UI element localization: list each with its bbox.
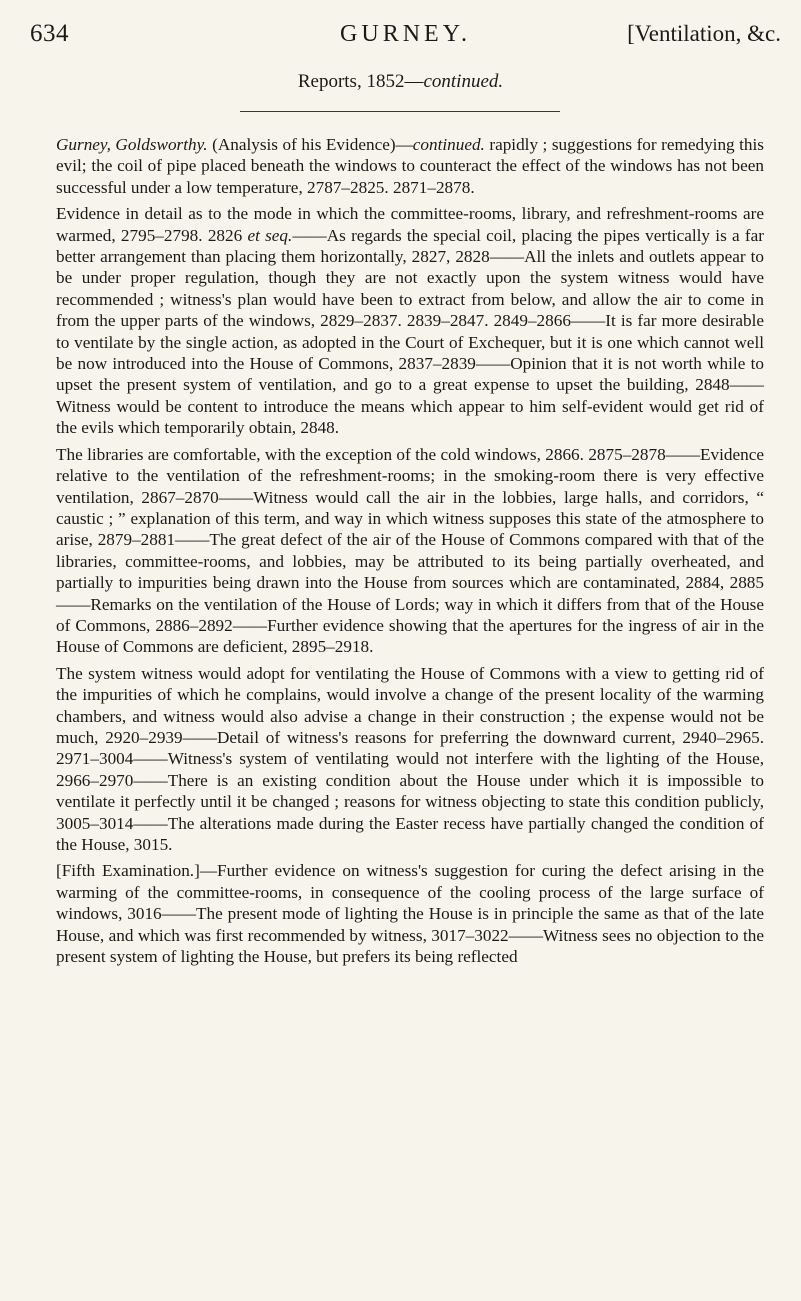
paragraph-2 — [56, 203, 764, 438]
header-rule — [240, 111, 560, 112]
paragraph-3 — [56, 444, 764, 658]
paragraph-5 — [56, 860, 764, 967]
page-number: 634 — [30, 20, 69, 47]
paragraph-2-text: Evidence in detail as to the mode in which the committee-rooms, library, and refreshment-rooms are warmed, 2795–2798. 2826 — [56, 204, 764, 245]
continued-label: continued. — [412, 135, 485, 154]
paragraph-1-text: rapidly ; suggestions for remedying this evil; the coil of pipe placed beneath the windows to counteract the effect of the windows has not been successful under a low temperature, 2787–2825. 2871–2878. — [56, 135, 764, 197]
section-title: [Ventilation, &c. — [627, 21, 781, 46]
analysis-heading: (Analysis of his Evidence)— — [207, 135, 413, 154]
paragraph-4 — [56, 663, 764, 856]
paragraph-5-text: [Fifth Examination.]—Further evidence on witness's suggestion for curing the defect arising in the warming of the committee-rooms, in consequence of the cooling process of the large surface of windows, 3016——The present mode of lighting the House is in principle the same as that of the late House, and which was first recommended by witness, 3017–3022——Witness sees no objection to the present system of lighting the House, but prefers its being reflected — [56, 861, 764, 967]
subheading-prefix: Reports, 1852— — [297, 71, 424, 92]
paragraph-2-text-cont: ——As regards the special coil, placing the pipes vertically is a far better arrangement than placing them horizontally, 2827, 2828——All the inlets and outlets appear to be under proper regulation, though they are not exactly upon the system witness would have recommended ; witness's plan would have been to extract from below, and allow the air to come in from the upper parts of the windows, 2829–2837. 2839–2847. 2849–2866——It is far more desirable to ventilate by the single action, as adopted in the Court of Exchequer, but it is one which cannot well be now introduced into the House of Commons, 2837–2839——Opinion that it is not worth while to upset the present system of ventilation, and go to a great expense to upset the building, 2848——Witness would be content to introduce the means which appear to him self-evident would get rid of the evils which temporarily obtain, 2848. — [56, 225, 764, 438]
body-text — [56, 134, 764, 972]
paragraph-4-text: The system witness would adopt for ventilating the House of Commons with a view to getting rid of the impurities of which he complains, would involve a change of the present locality of the warming chambers, and witness would also advise a change in their construction ; the expense would not be much, 2920–2939——Detail of witness's reasons for preferring the downward current, 2940–2965. 2971–3004——Witness's system of ventilating would not interfere with the lighting of the House, 2966–2970——There is an existing condition about the House under which it is impossible to ventilate it perfectly until it be changed ; reasons for witness objecting to state this condition publicly, 3005–3014——The alterations made during the Easter recess have partially changed the condition of the House, 3015. — [56, 663, 764, 854]
et-seq: et seq. — [247, 225, 293, 245]
witness-name: Gurney, Goldsworthy. — [56, 135, 208, 154]
running-head — [30, 16, 781, 52]
running-title: GURNEY. — [340, 21, 471, 47]
subheading — [0, 71, 801, 93]
paragraph-1 — [56, 134, 764, 198]
subheading-continued: continued. — [423, 71, 504, 92]
paragraph-3-text: The libraries are comfortable, with the exception of the cold windows, 2866. 2875–2878——Evidence relative to the ventilation of the refreshment-rooms; in the smoking-room there is very effective ventilation, 2867–2870——Witness would call the air in the lobbies, large halls, and corridors, “ caustic ; ” explanation of this term, and way in which witness supposes this state of the atmosphere to arise, 2879–2881——The great defect of the air of the House of Commons compared with that of the libraries, committee-rooms, and lobbies, may be attributed to its being partially overheated, and partially to impurities being drawn into the House from sources which are contaminated, 2884, 2885——Remarks on the ventilation of the House of Lords; way in which it differs from that of the House of Commons, 2886–2892——Further evidence showing that the apertures for the ingress of air in the House of Commons are deficient, 2895–2918. — [56, 444, 764, 657]
